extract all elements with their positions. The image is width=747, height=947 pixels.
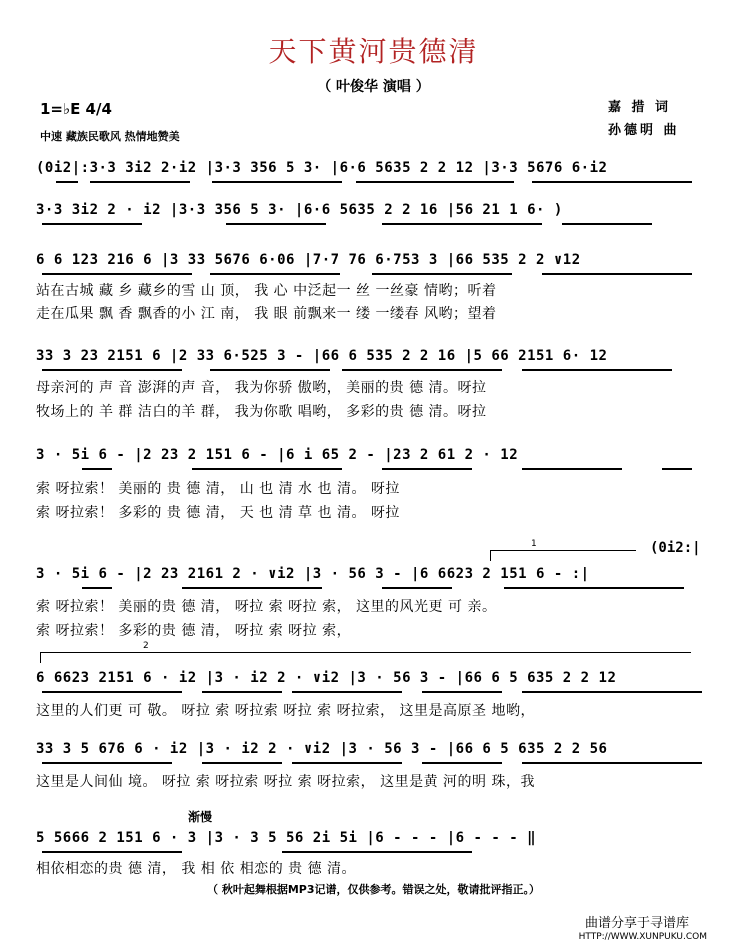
beam-line: [42, 181, 706, 183]
music-line: 3 · 5i 6 - |2 23 2 151 6 - |6 i 65 2 - |23 2 61 2 · 12: [36, 447, 519, 463]
volta-2: 2: [40, 652, 691, 663]
beam-line: [42, 762, 706, 764]
lyric-line-1: 站在古城 藏 乡 藏乡的雪 山 顶， 我 心 中泛起一 丝 一丝豪 情哟；听着: [36, 283, 497, 299]
lyric-line-1: 索 呀拉索！ 美丽的 贵 德 清， 山 也 清 水 也 清。 呀拉: [36, 481, 400, 497]
tempo-marking: 中速 藏族民歌风 热情地赞美: [40, 130, 180, 143]
song-subtitle: （ 叶俊华 演唱 ）: [317, 79, 430, 95]
beam-line: [42, 468, 706, 470]
beam-line: [42, 369, 706, 371]
watermark-url[interactable]: HTTP://WWW.XUNPUKU.COM: [578, 932, 707, 942]
music-line: 3·3 3i2 2 · i2 |3·3 356 5 3· |6·6 5635 2 2 16 |56 21 1 6· ): [36, 202, 563, 218]
volta-1: 1: [490, 550, 636, 561]
beam-line: [42, 851, 706, 853]
lyric-line-1: 母亲河的 声 音 澎湃的声 音， 我为你骄 傲哟， 美丽的贵 德 清。呀拉: [36, 380, 487, 396]
beam-line: [42, 273, 706, 275]
lyricist: 嘉 措 词: [608, 100, 672, 115]
music-line: (0i2|:3·3 3i2 2·i2 |3·3 356 5 3· |6·6 5635 2 2 12 |3·3 5676 6·i2: [36, 160, 608, 176]
song-title: 天下黄河贵德清: [268, 35, 479, 68]
lyric-line-1: 这里是人间仙 境。 呀拉 索 呀拉索 呀拉 索 呀拉索， 这里是黄 河的明 珠，我: [36, 774, 536, 790]
music-line: 33 3 23 2151 6 |2 33 6·525 3 - |66 6 535 2 2 16 |5 66 2151 6· 12: [36, 348, 608, 364]
music-line: 33 3 5 676 6 · i2 |3 · i2 2 · ∨i2 |3 · 56 3 - |66 6 5 635 2 2 56: [36, 741, 608, 757]
music-line: 5 5666 2 151 6 · 3 |3 · 3 5 56 2i 5i |6 - - - |6 - - - ‖: [36, 830, 537, 846]
lyric-line-2: 索 呀拉索！ 多彩的贵 德 清， 呀拉 索 呀拉 索，: [36, 623, 352, 639]
volta-repeat: (0i2:|: [650, 540, 701, 556]
lyric-line-2: 走在瓜果 飘 香 飘香的小 江 南， 我 眼 前飘来一 缕 一缕春 风哟；望着: [36, 306, 497, 322]
lyric-line-2: 牧场上的 羊 群 洁白的羊 群， 我为你歌 唱哟， 多彩的贵 德 清。呀拉: [36, 404, 487, 420]
watermark-site-name: 曲谱分享于寻谱库: [584, 916, 689, 931]
tempo-change: 渐慢: [188, 810, 213, 824]
beam-line: [42, 691, 706, 693]
lyric-line-1: 索 呀拉索！ 美丽的贵 德 清， 呀拉 索 呀拉 索， 这里的风光更 可 亲。: [36, 599, 497, 615]
lyric-line-1: 这里的人们更 可 敬。 呀拉 索 呀拉索 呀拉 索 呀拉索， 这里是高原圣 地哟，: [36, 703, 536, 719]
footnote: （ 秋叶起舞根据MP3记谱，仅供参考。错误之处，敬请批评指正。）: [207, 883, 540, 896]
music-line: 3 · 5i 6 - |2 23 2161 2 · ∨i2 |3 · 56 3 - |6 6623 2 151 6 - :|: [36, 566, 590, 582]
music-line: 6 6623 2151 6 · i2 |3 · i2 2 · ∨i2 |3 · 56 3 - |66 6 5 635 2 2 12: [36, 670, 617, 686]
beam-line: [42, 223, 706, 225]
music-line: 6 6 123 216 6 |3 33 5676 6·06 |7·7 76 6·753 3 |66 535 2 2 ∨12: [36, 252, 581, 268]
lyric-line-2: 索 呀拉索！ 多彩的 贵 德 清， 天 也 清 草 也 清。 呀拉: [36, 505, 400, 521]
key-signature: 1=♭E 4/4: [40, 100, 112, 118]
beam-line: [42, 587, 706, 589]
lyric-line-1: 相依相恋的贵 德 清， 我 相 依 相恋的 贵 德 清。: [36, 861, 357, 877]
composer: 孙德明 曲: [608, 123, 680, 138]
